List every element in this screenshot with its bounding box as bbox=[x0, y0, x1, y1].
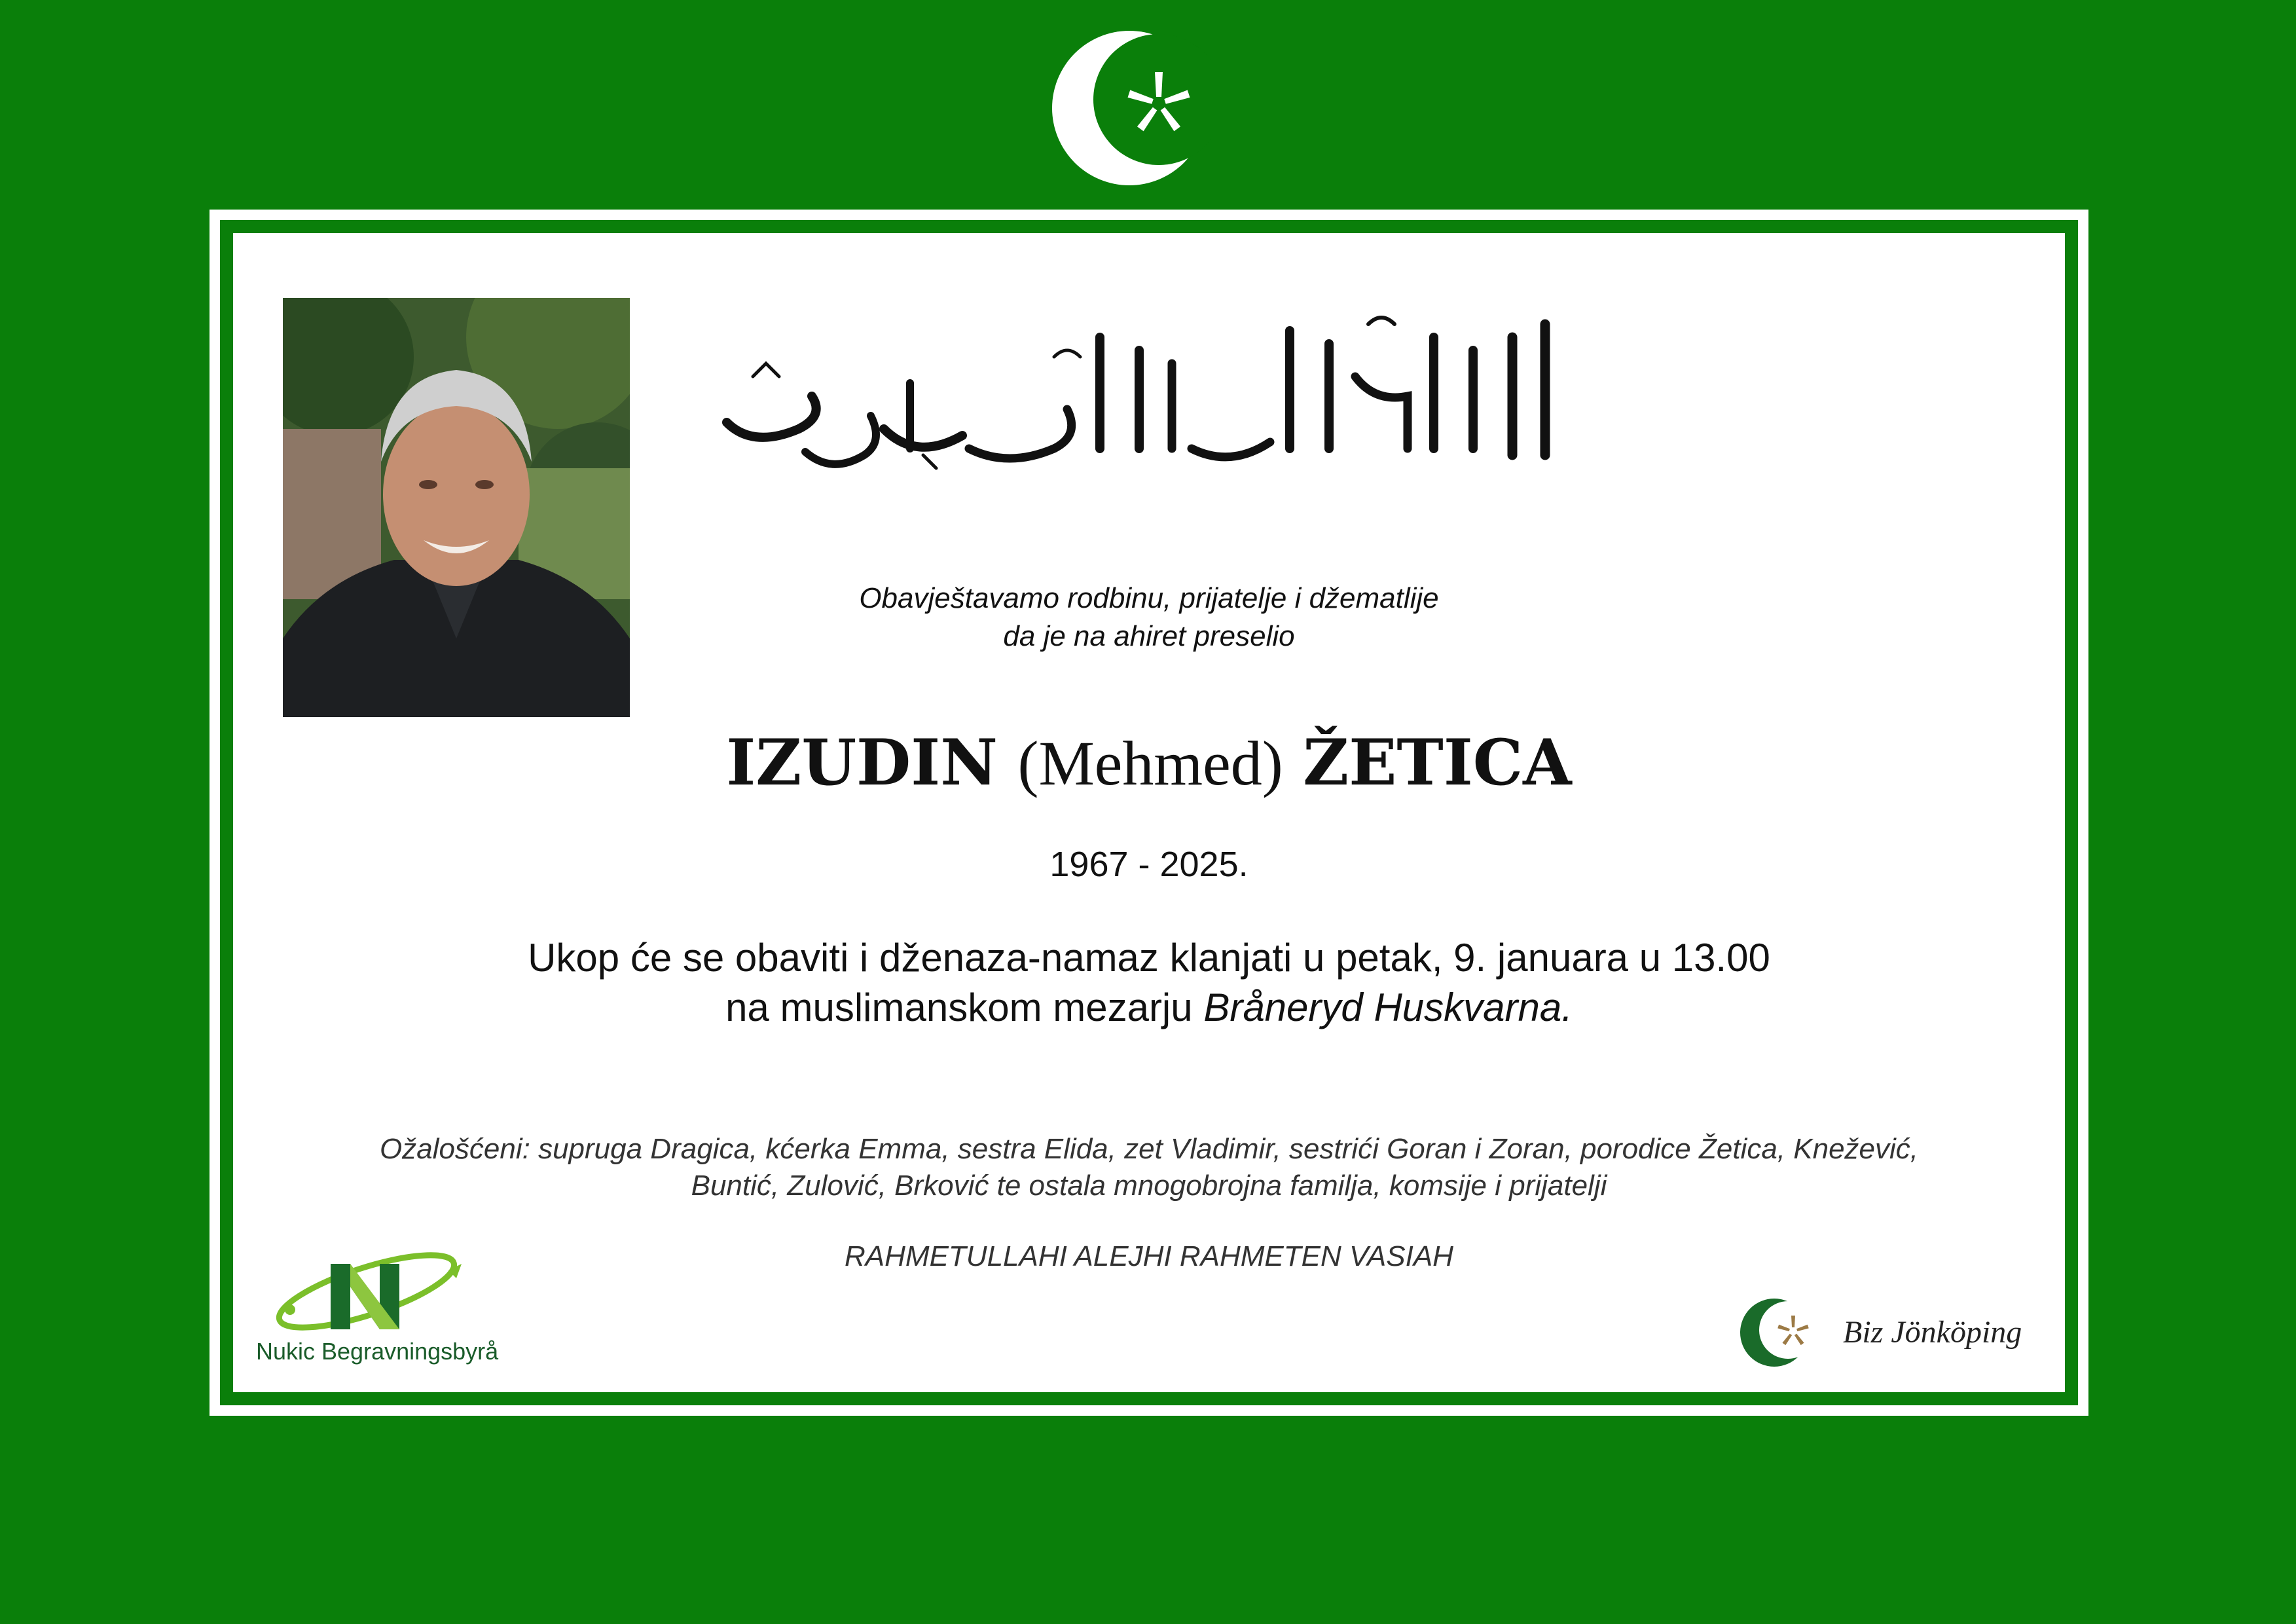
arabic-calligraphy bbox=[714, 298, 1591, 494]
burial-details bbox=[233, 933, 2065, 1033]
last-name: ŽETICA bbox=[1303, 726, 1572, 800]
first-name: IZUDIN bbox=[726, 726, 998, 800]
mourners-line-2: Buntić, Zulović, Brković te ostala mnogobrojna familja, komsije i prijatelji bbox=[691, 1170, 1607, 1202]
mourners-line-1: Ožalošćeni: supruga Dragica, kćerka Emma, sestra Elida, zet Vladimir, sestrići Goran i Zoran, porodice Žetica, Knežević, bbox=[379, 1133, 1919, 1165]
closing-prayer: RAHMETULLAHI ALEJHI RAHMETEN VASIAH bbox=[845, 1240, 1453, 1272]
burial-line-1: Ukop će se obaviti i dženaza-namaz klanjati u petak, 9. januara u 13.00 bbox=[528, 936, 1770, 980]
funeral-home-name: Nukic Begravningsbyrå bbox=[256, 1338, 499, 1365]
burial-line-2-prefix: na muslimanskom mezarju bbox=[725, 986, 1193, 1029]
crescent-star-icon bbox=[1738, 1293, 1823, 1372]
community-name: Biz Jönköping bbox=[1843, 1315, 2022, 1350]
intro-line-2: da je na ahiret preselio bbox=[1003, 620, 1295, 652]
announcement-intro bbox=[233, 580, 2065, 655]
burial-place: Bråneryd Huskvarna. bbox=[1203, 986, 1573, 1029]
burial-line-2 bbox=[233, 983, 2065, 1033]
father-name: (Mehmed) bbox=[1017, 728, 1283, 798]
intro-line-1: Obavještavamo rodbinu, prijatelje i džematlije bbox=[859, 582, 1439, 614]
deceased-name bbox=[233, 720, 2065, 806]
mourners-list bbox=[233, 1131, 2065, 1204]
life-years: 1967 - 2025. bbox=[1049, 845, 1248, 884]
crescent-star-icon bbox=[1048, 26, 1211, 190]
